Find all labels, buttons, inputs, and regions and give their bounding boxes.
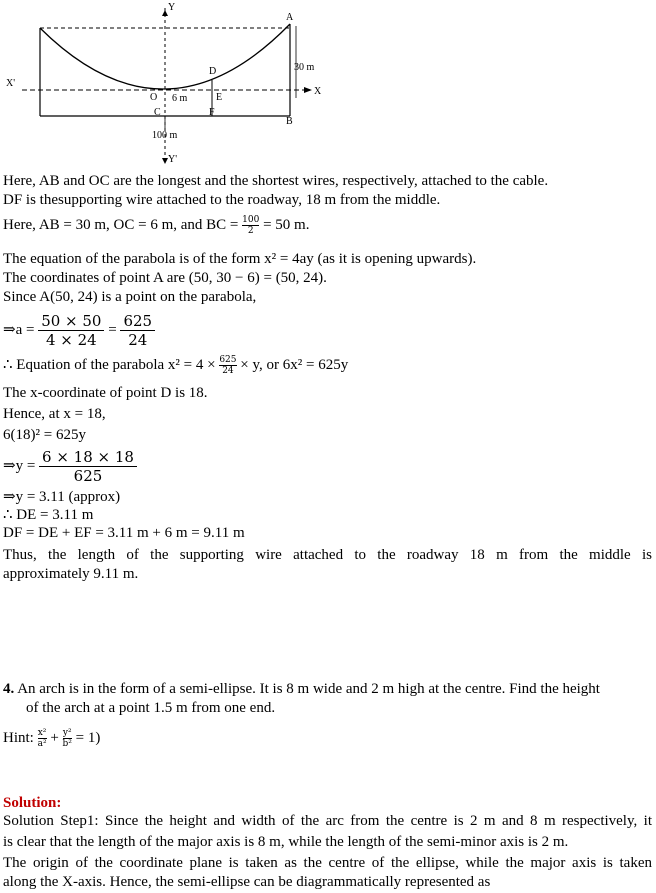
- text-line-11: 6(18)² = 625y: [3, 427, 86, 443]
- text-line-2: DF is thesupporting wire attached to the roadway, 18 m from the middle.: [3, 192, 441, 208]
- text-line-8: ∴ Equation of the parabola x² = 4 × $\frac{625}{24} \times y$, or 6x² = 625y: [3, 355, 349, 377]
- fig-label-c: C: [154, 107, 161, 118]
- text-line-9: The x-coordinate of point D is 18.: [3, 385, 208, 401]
- solution-heading: Solution:: [3, 795, 62, 811]
- text-line-6: Since A(50, 24) is a point on the parabola,: [3, 289, 257, 305]
- text-line-7: ⇒a = $\frac{50 \times 50}{4 \times 24}$ = $\frac{625}{24}$: [3, 308, 652, 352]
- text-line-15: DF = DE + EF = 3.11 m + 6 m = 9.11 m: [3, 525, 245, 541]
- fraction-a-1: $\frac{50 \times 50}{4 \times 24}$: [38, 312, 104, 349]
- text-line-3: [3, 212, 652, 238]
- text-line-17: approximately 9.11 m.: [3, 566, 139, 582]
- text-line-10: Hence, at x = 18,: [3, 406, 106, 422]
- text-line-14: ∴ DE = 3.11 m: [3, 507, 94, 523]
- text-line-16: Thus, the length of the supporting wire attached to the roadway 18 m from the middle is: [3, 547, 652, 563]
- fig-label-100m: 100 m: [152, 130, 178, 141]
- fig-label-b: B: [286, 116, 293, 127]
- solution-line-2: is clear that the length of the major axis is 8 m, while the length of the semi-minor axis is 2 m.: [3, 834, 569, 850]
- fraction-y: $\frac{6 \times 18 \times 18}{625}$: [39, 448, 137, 485]
- hint-fraction-y: $\frac{\text{y²}}{\text{b²}}$: [62, 728, 72, 750]
- fig-label-x: X: [314, 86, 322, 97]
- fig-label-6m: 6 m: [172, 93, 188, 104]
- fraction-100-over-2: $\frac{100}{2}$: [242, 215, 260, 237]
- fig-label-d: D: [209, 66, 217, 77]
- hint-line: Hint: $\frac{\text{x²}}{\text{a²}}$ + $\frac{\text{y²}}{\text{b²}} = 1$): [3, 728, 101, 750]
- line3-prefix: Here, AB = 30 m, OC = 6 m, and BC =: [3, 217, 239, 233]
- solution-line-1: Solution Step1: Since the height and width of the arc from the centre is 2 m and 8 m respectively, it: [3, 813, 652, 829]
- fig-label-o: O: [150, 92, 158, 103]
- fig-label-e: E: [216, 92, 223, 103]
- fig-label-a: A: [286, 12, 294, 23]
- text-line-13: ⇒y = 3.11 (approx): [3, 489, 121, 505]
- fraction-a-2: $\frac{625}{24}$: [120, 312, 155, 349]
- fig-label-30m: 30 m: [294, 62, 315, 73]
- fraction-625-over-24: $\frac{625}{24}$: [219, 355, 237, 377]
- text-line-12: ⇒y = $\frac{6 \times 18 \times 18}{625}$: [3, 444, 652, 488]
- hint-fraction-x: $\frac{\text{x²}}{\text{a²}}$: [37, 728, 47, 750]
- fig-label-xprime: X': [6, 78, 16, 89]
- text-line-5: The coordinates of point A are (50, 30 − 6) = (50, 24).: [3, 270, 327, 286]
- solution-line-4: along the X-axis. Hence, the semi-ellipse can be diagrammatically represented as: [3, 874, 491, 890]
- question-number: 4.: [3, 681, 15, 697]
- text-line-4: The equation of the parabola is of the form x² = 4ay (as it is opening upwards).: [3, 251, 477, 267]
- solution-line-3: The origin of the coordinate plane is taken as the centre of the ellipse, while the major axis is taken: [3, 855, 652, 871]
- question-4-line-1: 4. An arch is in the form of a semi-ellipse. It is 8 m wide and 2 m high at the centre. Find the height: [3, 681, 600, 697]
- text-line-1: Here, AB and OC are the longest and the shortest wires, respectively, attached to the cable.: [3, 173, 549, 189]
- suspension-bridge-diagram: [0, 0, 330, 170]
- line3-suffix: = 50 m.: [263, 217, 310, 233]
- fig-label-yprime: Y': [168, 154, 178, 165]
- question-4-line-2: of the arch at a point 1.5 m from one end.: [26, 700, 276, 716]
- fig-label-y: Y: [168, 2, 176, 13]
- fig-label-f: F: [209, 107, 215, 118]
